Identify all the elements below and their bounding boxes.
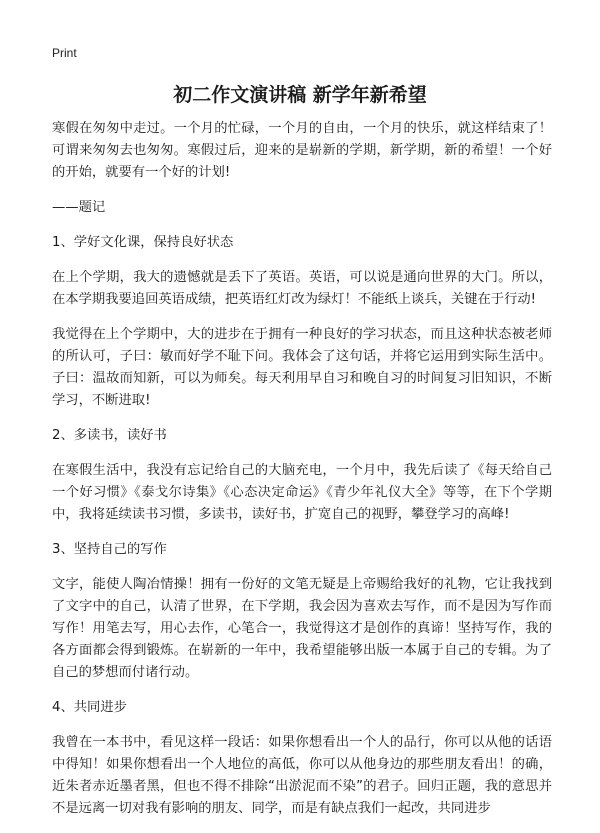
document-title: 初二作文演讲稿 新学年新希望 xyxy=(173,84,427,106)
section-paragraph: 在寒假生活中，我没有忘记给自己的大脑充电，一个月中，我先后读了《每天给自己一个好习惯》《泰戈尔诗集》《心态决定命运》《青少年礼仪大全》等等，在下个学期中，我将延续读书习惯，多读书，读好书，扩宽自己的视野，攀登学习的高峰! xyxy=(52,463,552,522)
section-heading: 1、学好文化课，保持良好状态 xyxy=(52,235,234,250)
print-link[interactable]: Print xyxy=(52,46,77,60)
section-heading: 2、多读书，读好书 xyxy=(52,428,167,443)
section-paragraph: 文字，能使人陶冶情操！拥有一份好的文笔无疑是上帝赐给我好的礼物，它让我找到了文字中的自己，认清了世界，在下学期，我会因为喜欢去写作，而不是因为写作而写作！用笔去写，用心去作，心笔合一，我觉得这才是创作的真谛！坚持写作，我的各方面都会得到锻炼。在崭新的一年中，我希望能够出版一本属于自己的专辑。为了自己的梦想而付诸行动。 xyxy=(52,577,552,680)
section-paragraph: 我曾在一本书中，看见这样一段话：如果你想看出一个人的品行，你可以从他的话语中得知！如果你想看出一个人地位的高低，你可以从他身边的那些朋友看出！的确，近朱者赤近墨者黑，但也不得不排除“出淤泥而不染”的君子。回归正题，我的意思并不是远离一切对我有影响的朋友、同学，而是有缺点我们一起改，共同进步 xyxy=(52,735,552,816)
intro-paragraph: 寒假在匆匆中走过。一个月的忙碌，一个月的自由，一个月的快乐，就这样结束了！可谓来匆匆去也匆匆。寒假过后，迎来的是崭新的学期，新学期，新的希望！一个好的开始，就要有一个好的计划! xyxy=(52,121,552,180)
section-heading: 3、坚持自己的写作 xyxy=(52,542,167,557)
intro-signature: ——题记 xyxy=(52,200,106,215)
section-paragraph: 在上个学期，我大的遗憾就是丢下了英语。英语，可以说是通向世界的大门。所以，在本学期我要追回英语成绩，把英语红灯改为绿灯！不能纸上谈兵，关键在于行动! xyxy=(52,270,552,307)
document-body xyxy=(52,118,552,833)
section-paragraph: 我觉得在上个学期中，大的进步在于拥有一种良好的学习状态，而且这种状态被老师的所认可，子曰：敏而好学不耻下问。我体会了这句话，并将它运用到实际生活中。子曰：温故而知新，可以为师矣。每天利用早自习和晚自习的时间复习旧知识，不断学习，不断进取! xyxy=(52,327,552,408)
section-heading: 4、共同进步 xyxy=(52,700,127,715)
